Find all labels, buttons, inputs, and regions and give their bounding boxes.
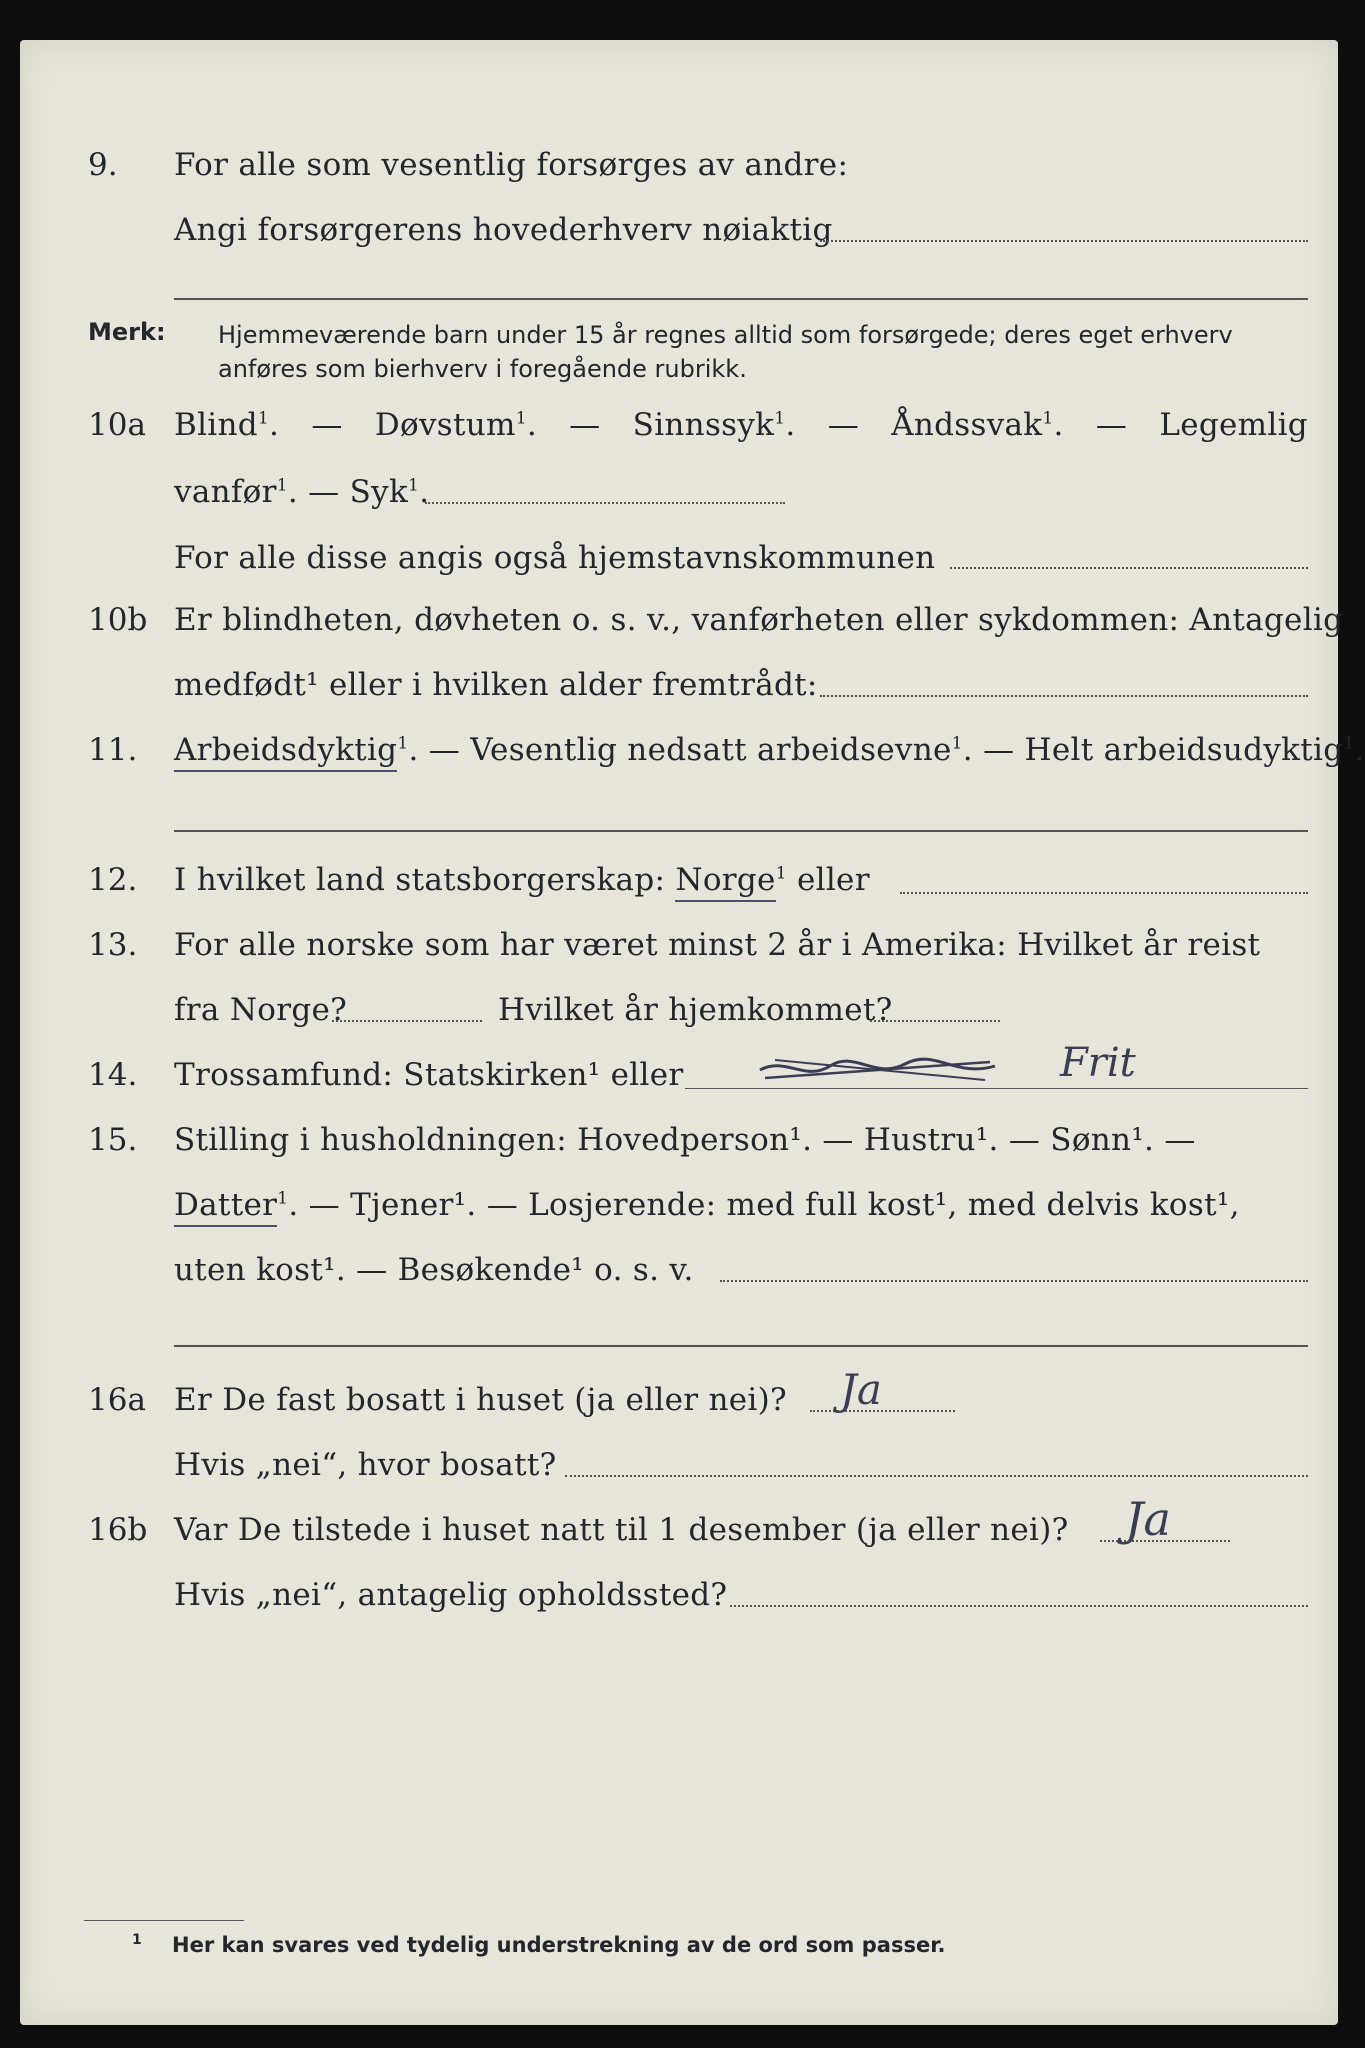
q16a-number: 16a xyxy=(88,1382,146,1418)
q16a-answer: Ja xyxy=(840,1365,882,1414)
q13-reist-field[interactable] xyxy=(332,1020,482,1022)
q9-divider xyxy=(174,298,1308,300)
q14-text: Trossamfund: Statskirken¹ eller xyxy=(174,1057,684,1093)
q15-line3: uten kost¹. — Besøkende¹ o. s. v. xyxy=(174,1252,694,1288)
q11-udyktig[interactable]: Helt arbeidsudyktig xyxy=(1024,732,1344,768)
q16a-bosatt-field[interactable] xyxy=(565,1475,1308,1477)
q10a-line2: vanfør$^1$. — Syk$^1$. xyxy=(174,474,430,510)
q15-line2: Datter$^1$. — Tjener¹. — Losjerende: med full kost¹, med delvis kost¹, xyxy=(174,1185,1240,1225)
q10a-number: 10a xyxy=(88,407,146,443)
q16b-answer: Ja xyxy=(1125,1492,1171,1546)
q9-number: 9. xyxy=(88,147,118,183)
q13-line2a: fra Norge? xyxy=(174,992,348,1028)
q12-line: I hvilket land statsborgerskap: Norge$^1$ eller xyxy=(174,860,870,900)
q14-field[interactable] xyxy=(685,1088,1308,1089)
q15-line2-rest: — Tjener¹. — Losjerende: med full kost¹, med delvis kost¹, xyxy=(308,1187,1240,1223)
q16a-field[interactable] xyxy=(810,1410,955,1412)
q10a-syk-field[interactable] xyxy=(425,502,785,504)
q13-line2b: Hvilket år hjemkommet? xyxy=(498,992,893,1028)
q14-answer: Frit xyxy=(1060,1040,1136,1086)
q12-field[interactable] xyxy=(900,892,1308,894)
q10b-line2: medfødt¹ eller i hvilken alder fremtrådt: xyxy=(174,667,818,703)
q9-line1: For alle som vesentlig forsørges av andre: xyxy=(174,147,849,183)
footnote-text: Her kan svares ved tydelig understrekning av de ord som passer. xyxy=(172,1933,946,1957)
q12-norge[interactable]: Norge xyxy=(675,862,775,902)
q16a-line1: Er De fast bosatt i huset (ja eller nei)? xyxy=(174,1382,787,1418)
q16b-number: 16b xyxy=(88,1512,148,1548)
q9-answer-field[interactable] xyxy=(820,240,1308,242)
q10a-legemlig: Legemlig xyxy=(1159,407,1308,443)
q10a-dovstum: Døvstum xyxy=(374,407,516,443)
q11-nedsatt[interactable]: Vesentlig nedsatt arbeidsevne xyxy=(470,732,952,768)
footnote-mark: 1 xyxy=(132,1932,142,1948)
q16b-line2: Hvis „nei“, antagelig opholdssted? xyxy=(174,1577,728,1613)
q16b-line1: Var De tilstede i huset natt til 1 desember (ja eller nei)? xyxy=(174,1512,1069,1548)
q15-number: 15. xyxy=(88,1122,138,1158)
q10a-blind: Blind xyxy=(174,407,258,443)
q16a-line2: Hvis „nei“, hvor bosatt? xyxy=(174,1447,557,1483)
q15-line1: Stilling i husholdningen: Hovedperson¹. — Hustru¹. — Sønn¹. — xyxy=(174,1122,1196,1158)
q10a-line1: Blind$^1$. — Døvstum$^1$. — Sinnssyk$^1$. — Åndssvak$^1$. — Legemlig xyxy=(174,407,1308,443)
q11-number: 11. xyxy=(88,732,138,768)
census-form-page xyxy=(20,40,1365,2025)
q10a-vanfor: vanfør xyxy=(174,474,277,510)
q13-hjemkommet-field[interactable] xyxy=(870,1020,1000,1022)
merk-line1: Hjemmeværende barn under 15 år regnes alltid som forsørgede; deres eget erhverv xyxy=(218,321,1233,349)
q11-line: Arbeidsdyktig$^1$. — Vesentlig nedsatt arbeidsevne$^1$. — Helt arbeidsudyktig$^1$. xyxy=(174,730,1365,770)
q14-number: 14. xyxy=(88,1057,138,1093)
q10b-number: 10b xyxy=(88,602,148,638)
q12-text: I hvilket land statsborgerskap: xyxy=(174,862,666,898)
q10a-hjemstavn-field[interactable] xyxy=(950,567,1308,569)
q10b-line1: Er blindheten, døvheten o. s. v., vanførheten eller sykdommen: Antagelig xyxy=(174,602,1344,638)
footnote-rule xyxy=(84,1920,244,1921)
q16b-opholdssted-field[interactable] xyxy=(730,1605,1308,1607)
merk-label: Merk: xyxy=(88,318,166,346)
q10a-line3: For alle disse angis også hjemstavnskommunen xyxy=(174,540,936,576)
q10b-field[interactable] xyxy=(820,695,1308,697)
q11-arbeidsdyktig[interactable]: Arbeidsdyktig xyxy=(174,732,397,772)
q15-datter[interactable]: Datter xyxy=(174,1187,277,1227)
q12-eller: eller xyxy=(796,862,870,898)
merk-line2: anføres som bierhverv i foregående rubrikk. xyxy=(218,355,747,383)
q9-line2: Angi forsørgerens hovederhverv nøiaktig xyxy=(174,212,833,248)
q10a-sinnssyk: Sinnssyk xyxy=(632,407,775,443)
q11-divider xyxy=(174,830,1308,832)
q15-field[interactable] xyxy=(720,1280,1308,1282)
q15-divider xyxy=(174,1345,1308,1347)
q12-number: 12. xyxy=(88,862,138,898)
q13-line1: For alle norske som har været minst 2 år i Amerika: Hvilket år reist xyxy=(174,927,1261,963)
q10a-syk: Syk xyxy=(349,474,409,510)
q14-struck-word xyxy=(755,1052,1010,1086)
q10a-andssvak: Åndssvak xyxy=(891,407,1043,443)
q13-number: 13. xyxy=(88,927,138,963)
